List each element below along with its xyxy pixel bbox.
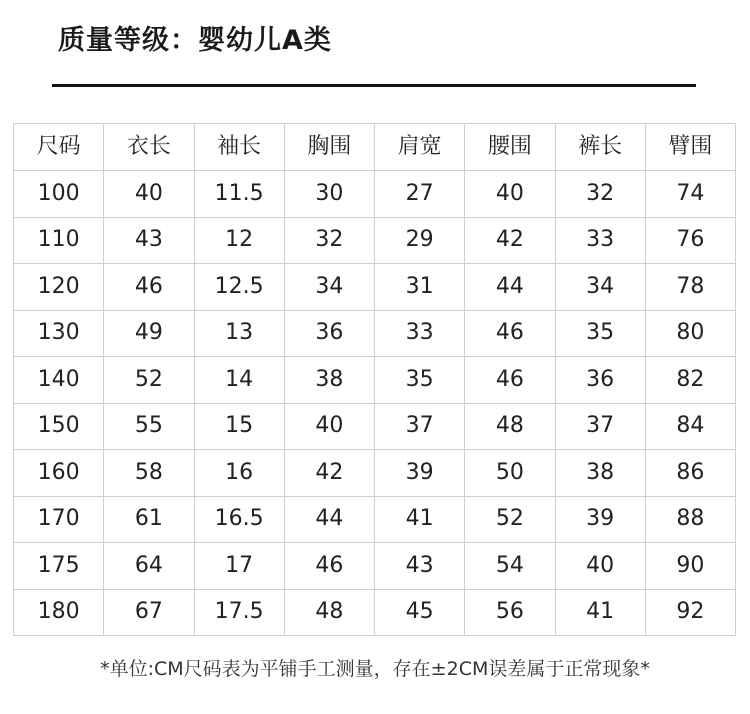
cell-shoulder: 29 xyxy=(375,217,465,264)
cell-length: 64 xyxy=(104,543,194,590)
table-row xyxy=(14,357,736,404)
cell-pants-length: 39 xyxy=(555,496,645,543)
cell-waist: 54 xyxy=(465,543,555,590)
cell-chest: 46 xyxy=(284,543,374,590)
cell-chest: 44 xyxy=(284,496,374,543)
cell-sleeve: 17 xyxy=(194,543,284,590)
cell-length: 61 xyxy=(104,496,194,543)
cell-shoulder: 37 xyxy=(375,403,465,450)
header-waist: 腰围 xyxy=(465,124,555,171)
cell-chest: 34 xyxy=(284,264,374,311)
cell-length: 52 xyxy=(104,357,194,404)
table-row xyxy=(14,171,736,218)
cell-arm: 80 xyxy=(645,310,735,357)
cell-size: 175 xyxy=(14,543,104,590)
cell-chest: 40 xyxy=(284,403,374,450)
cell-shoulder: 45 xyxy=(375,589,465,636)
cell-pants-length: 36 xyxy=(555,357,645,404)
table-row xyxy=(14,589,736,636)
size-chart-table xyxy=(13,123,736,636)
cell-arm: 92 xyxy=(645,589,735,636)
header-chest: 胸围 xyxy=(284,124,374,171)
cell-arm: 82 xyxy=(645,357,735,404)
cell-sleeve: 11.5 xyxy=(194,171,284,218)
cell-length: 46 xyxy=(104,264,194,311)
cell-pants-length: 40 xyxy=(555,543,645,590)
table-row xyxy=(14,543,736,590)
table-row xyxy=(14,450,736,497)
cell-arm: 74 xyxy=(645,171,735,218)
table-row xyxy=(14,403,736,450)
cell-length: 40 xyxy=(104,171,194,218)
cell-pants-length: 34 xyxy=(555,264,645,311)
cell-shoulder: 39 xyxy=(375,450,465,497)
cell-sleeve: 12.5 xyxy=(194,264,284,311)
cell-size: 170 xyxy=(14,496,104,543)
header-pants-length: 裤长 xyxy=(555,124,645,171)
cell-size: 140 xyxy=(14,357,104,404)
cell-shoulder: 35 xyxy=(375,357,465,404)
cell-waist: 42 xyxy=(465,217,555,264)
cell-shoulder: 43 xyxy=(375,543,465,590)
cell-waist: 48 xyxy=(465,403,555,450)
header-length: 衣长 xyxy=(104,124,194,171)
cell-chest: 30 xyxy=(284,171,374,218)
cell-chest: 36 xyxy=(284,310,374,357)
cell-arm: 84 xyxy=(645,403,735,450)
cell-size: 100 xyxy=(14,171,104,218)
cell-sleeve: 15 xyxy=(194,403,284,450)
cell-shoulder: 41 xyxy=(375,496,465,543)
measurement-note: *单位:CM尺码表为平铺手工测量，存在±2CM误差属于正常现象* xyxy=(100,658,650,680)
table-header-row xyxy=(14,124,736,171)
cell-length: 67 xyxy=(104,589,194,636)
header-sleeve: 袖长 xyxy=(194,124,284,171)
cell-pants-length: 38 xyxy=(555,450,645,497)
cell-shoulder: 31 xyxy=(375,264,465,311)
cell-arm: 90 xyxy=(645,543,735,590)
page-title: 质量等级：婴幼儿A类 xyxy=(58,25,332,56)
cell-waist: 40 xyxy=(465,171,555,218)
cell-waist: 52 xyxy=(465,496,555,543)
cell-arm: 76 xyxy=(645,217,735,264)
cell-sleeve: 12 xyxy=(194,217,284,264)
cell-sleeve: 17.5 xyxy=(194,589,284,636)
cell-pants-length: 37 xyxy=(555,403,645,450)
cell-arm: 88 xyxy=(645,496,735,543)
cell-size: 130 xyxy=(14,310,104,357)
cell-pants-length: 32 xyxy=(555,171,645,218)
cell-arm: 86 xyxy=(645,450,735,497)
cell-chest: 42 xyxy=(284,450,374,497)
header-shoulder: 肩宽 xyxy=(375,124,465,171)
header-arm: 臂围 xyxy=(645,124,735,171)
cell-sleeve: 16 xyxy=(194,450,284,497)
table-body xyxy=(14,171,736,636)
cell-waist: 56 xyxy=(465,589,555,636)
cell-sleeve: 14 xyxy=(194,357,284,404)
cell-waist: 46 xyxy=(465,357,555,404)
cell-sleeve: 16.5 xyxy=(194,496,284,543)
cell-size: 180 xyxy=(14,589,104,636)
header-size: 尺码 xyxy=(14,124,104,171)
table-row xyxy=(14,496,736,543)
cell-length: 55 xyxy=(104,403,194,450)
cell-size: 150 xyxy=(14,403,104,450)
table-row xyxy=(14,310,736,357)
cell-pants-length: 35 xyxy=(555,310,645,357)
cell-size: 160 xyxy=(14,450,104,497)
cell-chest: 38 xyxy=(284,357,374,404)
cell-length: 49 xyxy=(104,310,194,357)
cell-size: 120 xyxy=(14,264,104,311)
table-row xyxy=(14,217,736,264)
cell-size: 110 xyxy=(14,217,104,264)
cell-pants-length: 41 xyxy=(555,589,645,636)
title-divider xyxy=(52,84,696,87)
cell-arm: 78 xyxy=(645,264,735,311)
cell-pants-length: 33 xyxy=(555,217,645,264)
cell-sleeve: 13 xyxy=(194,310,284,357)
cell-chest: 48 xyxy=(284,589,374,636)
cell-shoulder: 33 xyxy=(375,310,465,357)
cell-length: 58 xyxy=(104,450,194,497)
cell-shoulder: 27 xyxy=(375,171,465,218)
cell-waist: 44 xyxy=(465,264,555,311)
cell-waist: 50 xyxy=(465,450,555,497)
cell-length: 43 xyxy=(104,217,194,264)
cell-waist: 46 xyxy=(465,310,555,357)
cell-chest: 32 xyxy=(284,217,374,264)
table-row xyxy=(14,264,736,311)
